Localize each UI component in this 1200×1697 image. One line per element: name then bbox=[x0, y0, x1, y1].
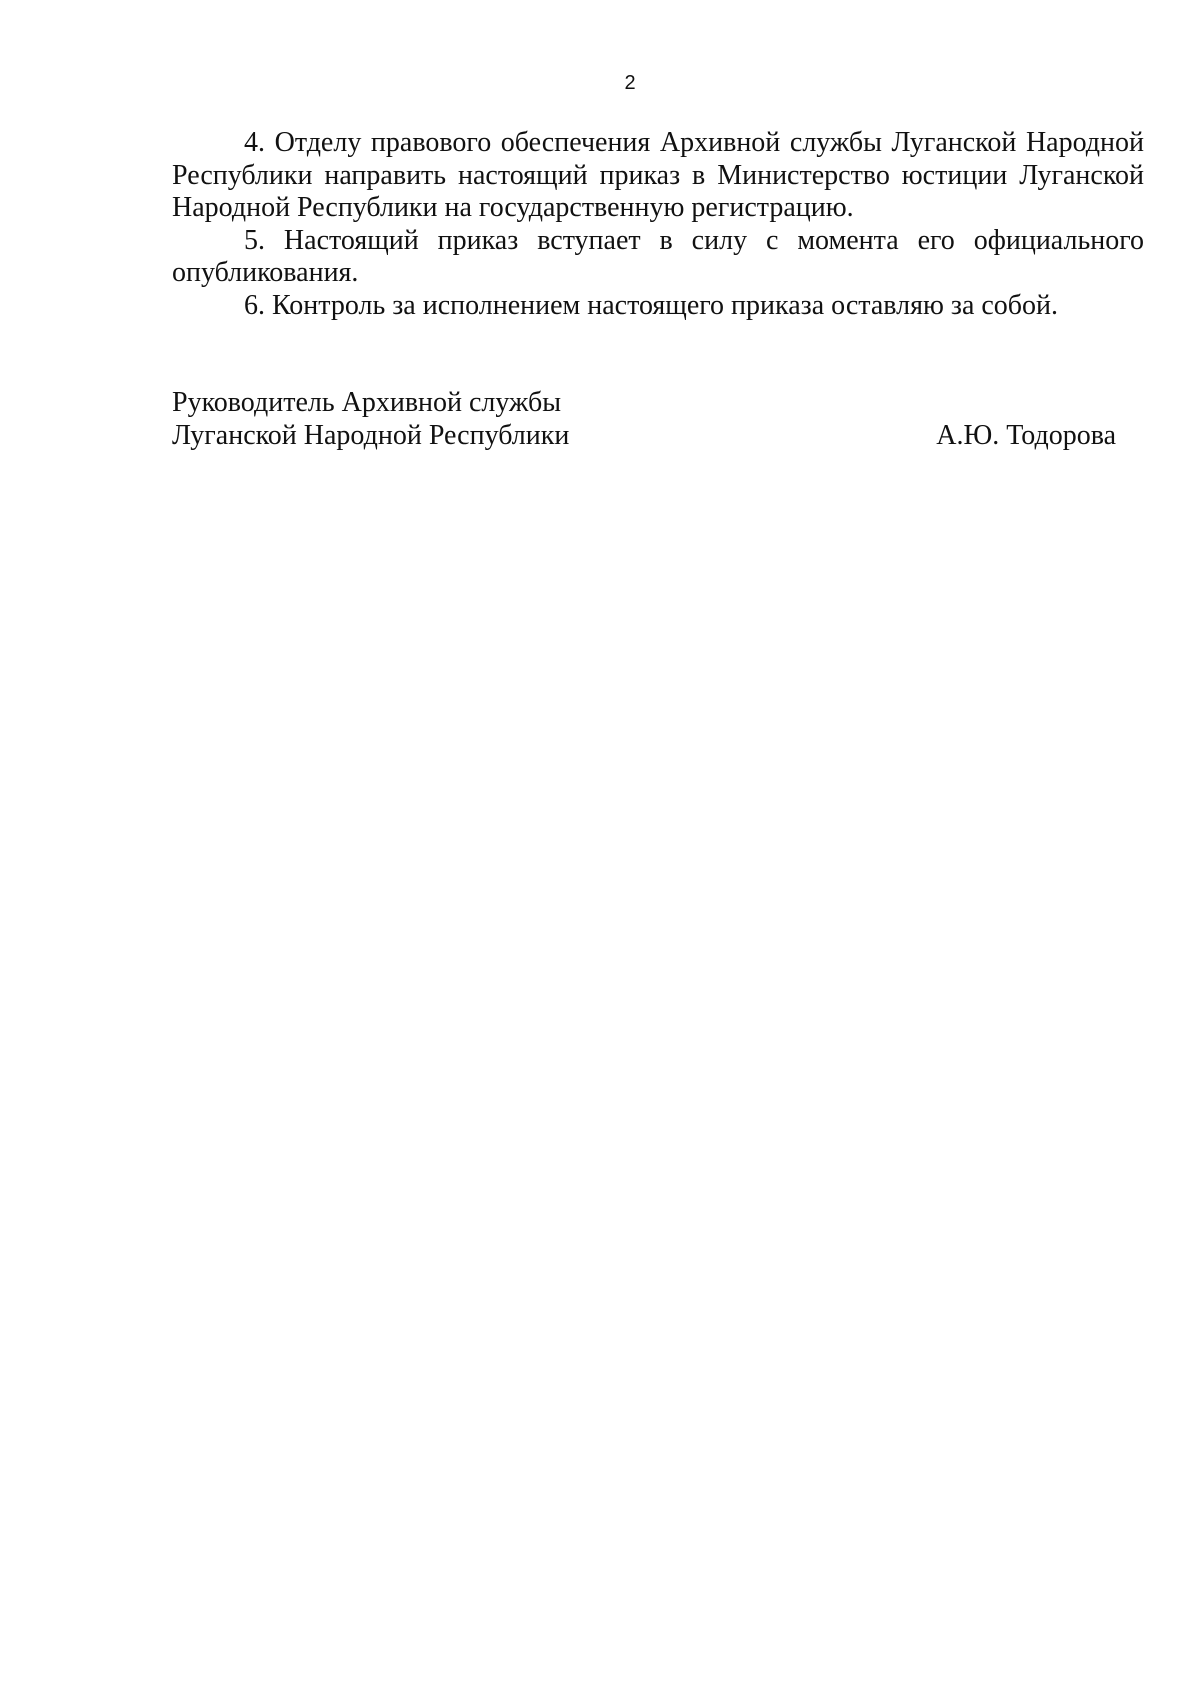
paragraph-5: 5. Настоящий приказ вступает в силу с момента его официального опубликования. bbox=[172, 224, 1144, 288]
signatory-position-line-1: Руководитель Архивной службы bbox=[172, 387, 562, 418]
signatory-position-line-2: Луганской Народной Республики bbox=[172, 419, 570, 451]
page-number: 2 bbox=[624, 72, 636, 94]
paragraph-6: 6. Контроль за исполнением настоящего приказа оставляю за собой. bbox=[244, 289, 1059, 321]
paragraph-4: 4. Отделу правового обеспечения Архивной службы Луганской Народной Республики направить настоящий приказ в Министерство юстиции Луганской Народной Республики на государственную регистрацию. bbox=[172, 127, 1144, 223]
signature-line-1 bbox=[172, 387, 1116, 420]
signature-block bbox=[172, 387, 1116, 452]
document-body bbox=[172, 127, 1144, 322]
signatory-name: А.Ю. Тодорова bbox=[936, 419, 1116, 451]
signature-line-2 bbox=[172, 420, 1116, 453]
